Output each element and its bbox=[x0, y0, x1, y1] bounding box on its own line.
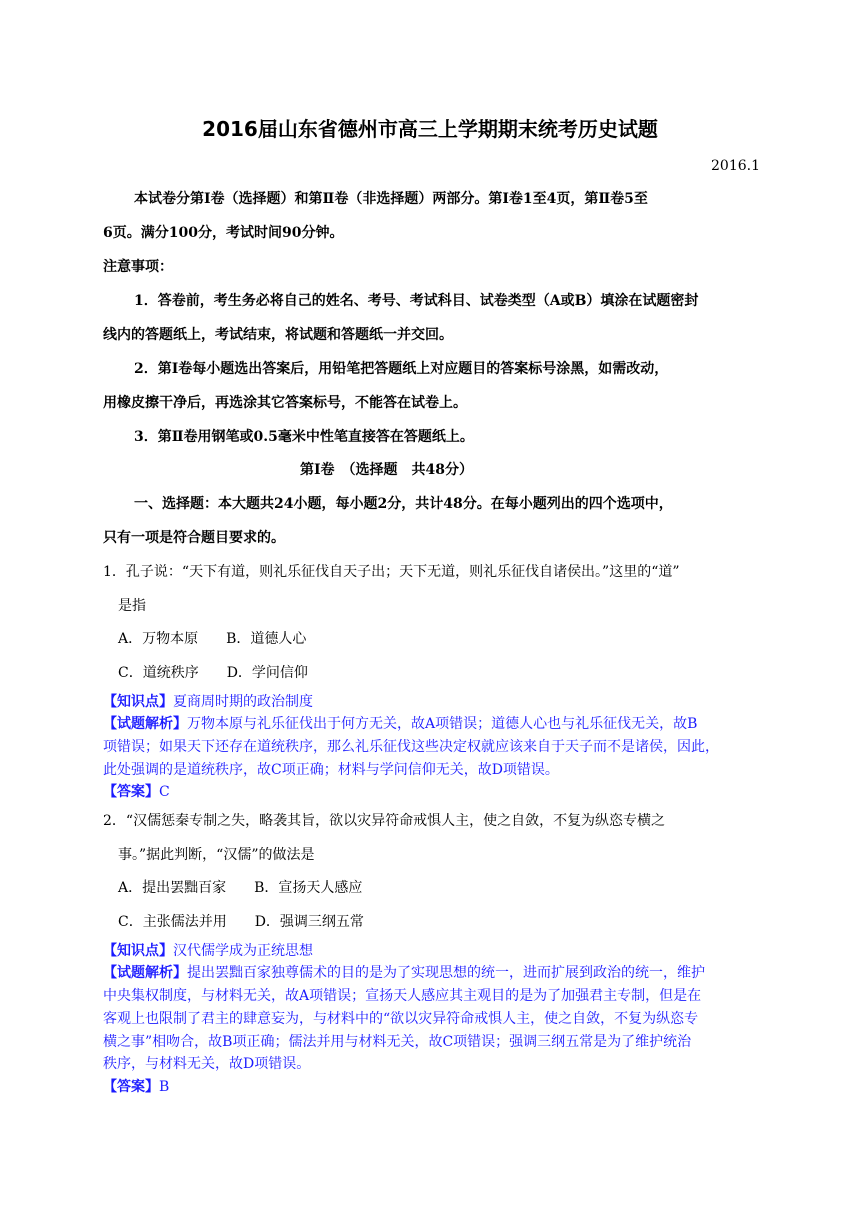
q1-stem-line-1: 1．孔子说：“天下有道，则礼乐征伐自天子出；天下无道，则礼乐征伐自诸侯出。”这里的“道” bbox=[103, 564, 680, 580]
q2-analysis-line-1 bbox=[103, 964, 705, 982]
notice-3: 3．第Ⅱ卷用钢笔或0.5毫米中性笔直接答在答题纸上。 bbox=[134, 429, 474, 445]
q1-answer bbox=[103, 783, 170, 801]
intro-line-2: 6页。满分100分，考试时间90分钟。 bbox=[103, 225, 344, 241]
q2-options-line-2: C．主张儒法并用 D．强调三纲五常 bbox=[118, 914, 364, 930]
q1-options-line-1: A．万物本原 B．道德人心 bbox=[118, 631, 307, 647]
q1-analysis-text-1: 万物本原与礼乐征伐出于何方无关，故A项错误；道德人心也与礼乐征伐无关，故B bbox=[187, 716, 698, 732]
q2-stem-line-1: 2．“汉儒惩秦专制之失，略袭其旨，欲以灾异符命戒惧人主，使之自敛，不复为纵恣专横之 bbox=[103, 813, 666, 829]
notice-1-line-2: 线内的答题纸上，考试结束，将试题和答题纸一并交回。 bbox=[103, 327, 453, 343]
knowledge-tag: 【知识点】 bbox=[103, 694, 173, 710]
notice-2-line-2: 用橡皮擦干净后，再选涂其它答案标号，不能答在试卷上。 bbox=[103, 395, 467, 411]
analysis-tag: 【试题解析】 bbox=[103, 716, 187, 732]
q2-knowledge-text: 汉代儒学成为正统思想 bbox=[173, 943, 313, 959]
q1-options-line-2: C．道统秩序 D．学问信仰 bbox=[118, 665, 308, 681]
q2-analysis-line-5: 秩序，与材料无关，故D项错误。 bbox=[103, 1056, 311, 1072]
q2-analysis-text-1: 提出罢黜百家独尊儒术的目的是为了实现思想的统一，进而扩展到政治的统一，维护 bbox=[187, 965, 705, 981]
section-intro-line-1: 一、选择题：本大题共24小题，每小题2分，共计48分。在每小题列出的四个选项中， bbox=[134, 496, 673, 512]
document-title: 2016届山东省德州市高三上学期期末统考历史试题 bbox=[202, 117, 658, 141]
notice-1-line-1: 1．答卷前，考生务必将自己的姓名、考号、考试科目、试卷类型（A或B）填涂在试题密封 bbox=[134, 293, 699, 309]
q1-knowledge-text: 夏商周时期的政治制度 bbox=[173, 694, 313, 710]
q1-analysis-line-2: 项错误；如果天下还存在道统秩序，那么礼乐征伐这些决定权就应该来自于天子而不是诸侯，因此， bbox=[103, 739, 719, 755]
answer-tag: 【答案】 bbox=[103, 784, 159, 800]
q1-knowledge bbox=[103, 693, 313, 711]
knowledge-tag: 【知识点】 bbox=[103, 943, 173, 959]
q1-analysis-line-1 bbox=[103, 715, 697, 733]
q1-answer-value: C bbox=[159, 784, 170, 800]
notice-2-line-1: 2．第Ⅰ卷每小题选出答案后，用铅笔把答题纸上对应题目的答案标号涂黑，如需改动， bbox=[134, 361, 669, 377]
notice-heading: 注意事项： bbox=[103, 259, 173, 275]
q1-stem-line-2: 是指 bbox=[118, 598, 146, 614]
section-intro-line-2: 只有一项是符合题目要求的。 bbox=[103, 530, 285, 546]
section-heading: 第Ⅰ卷 （选择题 共48分） bbox=[300, 462, 474, 478]
answer-tag: 【答案】 bbox=[103, 1079, 159, 1095]
q2-knowledge bbox=[103, 942, 313, 960]
q2-answer-value: B bbox=[159, 1079, 170, 1095]
q2-analysis-line-4: 横之事”相吻合，故B项正确；儒法并用与材料无关，故C项错误；强调三纲五常是为了维护统治 bbox=[103, 1034, 692, 1050]
q2-answer bbox=[103, 1078, 169, 1096]
q2-options-line-1: A．提出罢黜百家 B．宣扬天人感应 bbox=[118, 880, 363, 896]
exam-date: 2016.1 bbox=[711, 158, 760, 174]
q2-analysis-line-2: 中央集权制度，与材料无关，故A项错误；宣扬天人感应其主观目的是为了加强君主专制，但是在 bbox=[103, 988, 702, 1004]
q1-analysis-line-3: 此处强调的是道统秩序，故C项正确；材料与学问信仰无关，故D项错误。 bbox=[103, 762, 559, 778]
intro-line-1: 本试卷分第Ⅰ卷（选择题）和第Ⅱ卷（非选择题）两部分。第Ⅰ卷1至4页，第Ⅱ卷5至 bbox=[134, 191, 648, 207]
q2-stem-line-2: 事。”据此判断，“汉儒”的做法是 bbox=[118, 847, 315, 863]
analysis-tag: 【试题解析】 bbox=[103, 965, 187, 981]
q2-analysis-line-3: 客观上也限制了君主的肆意妄为，与材料中的“欲以灾异符命戒惧人主，使之自敛，不复为纵恣专 bbox=[103, 1011, 699, 1027]
